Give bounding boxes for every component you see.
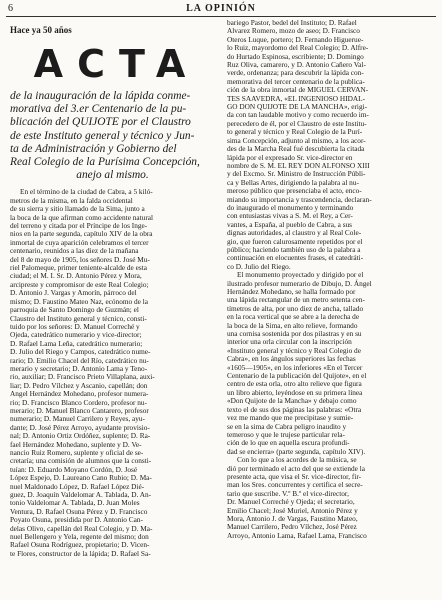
body-line: meroso público que presenciaba el acto, enco- [227,186,362,196]
body-line: nios en la parte segunda, capítulo XIV de la obra [10,229,153,239]
body-line: ción de lo que en aquella escura profundi- [227,438,350,448]
body-line: en la roca vertical que se abre a la derecha de [227,312,360,322]
header-rule [6,16,436,17]
body-line: miando su importancia y trascendencia, declaran- [227,194,372,204]
body-line: mismo; D. Faustino Mateo Naz, ecónomo de la [10,296,149,306]
body-line: man los Sres. concurrentes y certifica el secre- [227,480,363,490]
body-line: rario; D. Emilio Chacel del Río, catedrático nu- [10,355,149,365]
body-line: Cabra», en los ángulos superiores las fechas [227,354,356,364]
body-line: lo Ruiz, mayordomo del Real Colegio; D. Alfre- [227,43,369,53]
article-subtitle [10,90,215,182]
body-line: centenario, reunidos a las diez de la mañana [10,246,139,256]
body-line: merario y secretario; D. Antonio Lama y Teno- [10,363,148,373]
left-body-text [10,188,215,558]
body-line: delas Olivo, capellán del Real Colegio, y D. Ma- [10,523,153,533]
right-body-text [227,19,432,540]
body-line: Hernández Mohedano, se halla formado por [227,287,356,296]
body-line: do Hurtado Espinosa, escribiente; D. Domingo [227,51,364,61]
body-line: ción de la obra inmortal de MIGUEL CERVAN- [227,85,369,95]
body-line: rio; D. Francisco Blanco Cordero, profesor nu- [10,397,147,407]
page-number: 6 [8,3,13,14]
body-line: tímetros de alta, por uno diez de ancha, tallado [227,303,364,313]
body-line: Ruz Oliva, camarero, y D. Antonio Cañero Val- [227,60,366,70]
body-line: rio, auxiliar; D. Francisco Prieto Villaplana, auxi- [10,372,155,382]
body-line: continuación en elocuentes frases, el catedráti- [227,253,364,263]
body-line: Alvarez Romero, mozo de aseo; D. Francisco [227,26,360,36]
body-line: ilustrado profesor numerario de Dibujo, D. Ángel [227,278,372,288]
body-line: de su sierra y sitio llamado de la Sima, junto a [10,204,145,214]
body-line: del terreno y citada por el Príncipe de los Inge- [10,221,148,231]
body-line: numerario; D. Manuel Carrilero y Reyes, ayu- [10,414,145,424]
body-line: Centenario de la publicación del Quijote», en el [227,371,367,381]
body-line: te Flores, constructor de la lápida; D. Rafael Sa- [10,548,151,558]
body-line: guez, D. Joaquín Valdelomar A. Tablada, D. An- [10,490,152,500]
body-line: vez me mando que me precipitase y sumie- [227,413,354,423]
subtitle-line: Real Colegio de la Purísima Concepción, [10,156,200,169]
body-line: «Don Quijote de la Mancha» y debajo como [227,396,357,406]
masthead: LA OPINIÓN [186,3,256,14]
body-line: Oteros Luque, portero; D. Fernando Higueruе- [227,34,364,44]
body-line: Claustro del Instituto general y técnico, consti- [10,313,147,323]
body-line: temeroso y que le trujese particular rela- [227,429,345,439]
body-line: merario; D. Manuel Blanco Cantarero, profesor [10,405,149,415]
body-line: texto el de sus dos páginas las palabras: «Otra [227,404,362,414]
body-line: des de la Marcha Real fué descubierta la citada [227,144,365,154]
body-line: tario que suscribe. V.º B.º el vice-director, [227,488,349,498]
body-line: una lápida rectangular de un metro setenta cen- [227,295,365,305]
body-line: liar; D. Pedro Vílchez y Ascanio, capellán; don [10,380,148,390]
body-line: perecedero de él, por el Claustro de este Institu- [227,118,367,128]
body-line: TES SAAVEDRA, «EL INGENIOSO HIDAL- [227,93,366,103]
body-line: El monumento proyectado y dirigido por el [237,270,364,280]
body-line: metros de la misma, en la falda occidental [10,195,133,205]
body-line: co D. Julio del Riego. [227,261,291,271]
body-line: nuel Maldonado López, D. Rafael López Dié- [10,481,145,491]
subtitle-line: blicación del QUIJOTE por el Claustro [10,116,191,129]
body-line: Rafael Osuna Rodríguez, propietario; D. Vicen- [10,540,150,550]
body-line: cretaría; una comisión de alumnos que la consti- [10,456,152,466]
body-line: público; haciendo también uso de la palabra a [227,244,361,254]
body-line: López Espejo, D. Laureano Cano Rubio; D. Ma- [10,473,152,483]
body-line: da con tan laudable motivo y como recuerdo im- [227,110,369,120]
body-line: la boca de la Sima, en alto relieve, formando [227,320,358,330]
body-line: y del Excmo. Sr. Ministro de Instrucción Públi- [227,169,366,179]
body-line: arcipreste y compromisor de este Real Colegio; [10,279,149,289]
body-line: nombre de S. M. EL REY DON ALFONSO XIII [227,160,370,170]
body-line: Ojeda, catedrático numerario y vice-director; [10,330,142,340]
subtitle-line: ta de Administración y Gobierno del [10,142,177,155]
body-line: presente acta, que visa el Sr. vice-director, fir- [227,471,362,481]
body-line: sima Concepción, adjunto al mismo, a los acor- [227,135,366,145]
body-line: parroquia de Santo Domingo de Guzmán; el [10,305,139,315]
body-line: to general y técnico y Real Colegio de la Purí- [227,127,363,137]
body-line: Angel Hernández Mohedano, profesor numera- [10,389,149,399]
body-line: tuido por los señores: D. Manuel Correché y [10,321,140,331]
section-kicker: Hace ya 50 años [10,25,72,35]
body-line: del 8 de mayo de 1905, los señores D. José Mu- [10,254,150,264]
body-line: «1605—1905», en los inferiores «En el Tercer [227,362,363,372]
body-line: tonio Valdelomar A. Tablada, D. Juan Moles [10,498,140,508]
body-line: Manuel Carrilero, Pedro Vílchez, José Pérez [227,522,357,532]
subtitle-line: anejo al mismo. [76,169,149,182]
body-line: Arroyo, Antonio Lama, Rafael Lama, Francisco [227,530,367,540]
body-line: un libro abierto, leyéndose en su primera línea [227,387,363,397]
subtitle-line: de este Instituto general y técnico y Jun- [10,129,195,142]
body-line: GO DON QUIJOTE DE LA MANCHA», erigi- [227,102,368,112]
body-line: Dr. Manuel Correché y Ojeda; el secretario, [227,497,355,507]
body-line: la boca de la que afirman como accidente natural [10,212,154,222]
left-column [10,19,215,558]
body-line: «Instituto general y técnico y Real Colegio de [227,345,361,355]
body-line: verde, ordenanza; para descubrir la lápida con- [227,68,364,78]
body-line: bariego Pastor, bedel del Instituto; D. Rafael [227,18,357,27]
body-line: interior una orla circular con la inscripción [227,337,352,347]
body-line: con entusiastas vivas a S. M. el Rey, a Cer- [227,211,353,221]
body-line: una cornisa sostenida por dos pilastras y en su [227,329,362,339]
subtitle-line: de la inauguración de la lápida conme- [10,90,191,102]
body-line: centro de esta orla, otro alto relieve que figura [227,379,362,389]
body-line: tuían: D. Eduardo Moyano Cordón, D. José [10,464,138,474]
body-line: D. Rafael Lama Leña, catedrático numerario; [10,338,143,348]
body-line: ca y Bellas Artes, dirigiendo la palabra al nu- [227,177,359,187]
body-line: fael Hernández Mohedano, suplente y D. Ve- [10,439,142,449]
body-line: nal; D. Antonio Ortiz Ordóñez, suplente; D. Ra- [10,431,151,441]
body-line: vantes, a España, al pueblo de Cabra, a sus [227,219,353,229]
right-column [227,19,432,540]
body-line: se en la sima de Cabra peligro inaudito y [227,421,347,431]
body-line: dió por terminado el acto del que se extiende la [227,463,365,473]
body-line: nancio Ruiz Romero, suplente y oficial de se- [10,448,144,458]
body-line: do inaugurado el monumento y terminando [227,202,354,212]
body-line: En el término de la ciudad de Cabra, a 5 kiló- [20,187,153,197]
body-line: Ventura, D. Rafael Osuna Pérez y D. Francisco [10,506,148,516]
body-line: D. Julio del Riego y Campos, catedrático nume- [10,347,151,357]
body-line: Mora, Antonio J. de Vargas, Faustino Mateo, [227,513,358,523]
body-line: D. Antonio J. Vargas y Amorín, párroco del [10,288,137,298]
body-line: inmortal de cuya aparición celebramos el tercer [10,237,149,247]
body-line: nuel Bellengero y Yela, regente del mismo; don [10,532,149,542]
subtitle-line: morativa del 3.er Centenario de la pu- [10,103,187,116]
body-line: gio, que fueron calurosamente repetidos por el [227,236,363,246]
body-line: dad se encierra» (parte segunda, capítulo XIV). [227,446,366,456]
body-line: memorativa del tercer centenario de la publica- [227,76,365,86]
body-line: Emilio Chacel; José Muriel, Antonio Pérez y [227,505,358,515]
page-header [8,3,434,15]
body-line: Con lo que a los acordes de la música, se [237,455,357,465]
body-line: riel Palomeque, primer teniente-alcalde de esta [10,263,147,273]
body-line: dante; D. José Pérez Arroyo, ayudante provisio- [10,422,150,432]
article-title: ACTA [33,42,200,86]
body-line: Poyato Osuna, presidida por D. Antonio Can- [10,515,143,525]
body-line: dignas autoridades, al claustro y al Real Cole- [227,228,362,238]
body-line: lápida por el expresado Sr. vice-director en [227,152,353,162]
body-line: ciudad; el M. I. Sr. D. Antonio Pérez y Mora, [10,271,142,281]
